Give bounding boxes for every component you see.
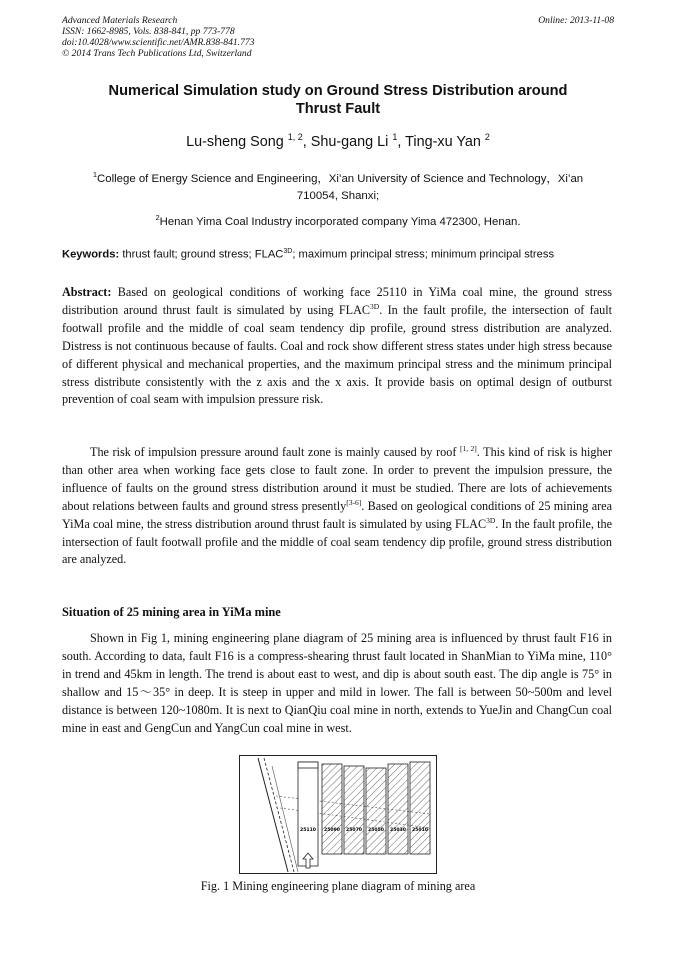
journal-header [62, 15, 254, 59]
intro-cite-1: [1, 2] [459, 443, 477, 453]
panel-label-25090: 25090 [324, 828, 340, 833]
copyright-line: © 2014 Trans Tech Publications Ltd, Switzerland [62, 48, 252, 59]
panel-25110 [298, 762, 318, 866]
figure-caption: Fig. 1 Mining engineering plane diagram of mining area [200, 879, 476, 893]
doi-line: doi:10.4028/www.scientific.net/AMR.838-841.773 [62, 37, 255, 48]
panel-label-25010: 25010 [412, 828, 428, 833]
fault-line-a [258, 758, 288, 872]
panel-label-25050: 25050 [368, 828, 384, 833]
panel-25010 [410, 762, 430, 854]
intro-paragraph [62, 444, 612, 569]
intro-text-1: The risk of impulsion pressure around fault zone is mainly caused by roof [90, 445, 457, 459]
author-2: Shu-gang Li [310, 133, 389, 150]
intro-text-4: . In the fault profile, the intersection of fault footwall profile and the middle of coal seam tendency dip profile, ground stress distribution are analyzed. [62, 516, 612, 567]
intro-cite-2: [3-6] [346, 497, 362, 507]
keywords-sup: 3D [283, 248, 293, 255]
abstract-text-2: . In the fault profile, the intersection of fault footwall profile and the middle of coal seam tendency dip profile, ground stress distribution are analyzed. Distress is not continuous because of faults. Coal and rock show different stress states under high stress because of different physical and mechanical properties, and the maximum principal stress and the minimum principal stress distribute consistently with the z axis and the x axis. It provide basis on optimal design of outburst prevention of coal seam with impulsion pressure risk. [62, 302, 613, 407]
title-line-2: Thrust Fault [295, 101, 381, 117]
keywords-label: Keywords: [62, 248, 120, 261]
author-1-affil: 1, 2 [287, 132, 303, 142]
panel-25070 [344, 766, 364, 854]
author-3: Ting-xu Yan [405, 133, 481, 150]
fault-line-b [264, 758, 294, 872]
author-2-affil: 1 [392, 132, 398, 142]
journal-name: Advanced Materials Research [62, 15, 178, 26]
author-1: Lu-sheng Song [186, 133, 284, 150]
author-3-affil: 2 [484, 132, 490, 142]
affiliation-2-marker: 2 [155, 213, 160, 222]
panel-25030 [388, 764, 408, 854]
panel-label-25110: 25110 [300, 828, 316, 833]
figure-1 [239, 755, 437, 874]
keywords-text-1: thrust fault; ground stress; FLAC [122, 248, 284, 261]
keywords [62, 248, 622, 261]
affiliation-1-line-1: College of Energy Science and Engineering，Xi’an University of Science and Technology，Xi’an [97, 172, 584, 185]
online-date: Online: 2013-11-08 [538, 15, 614, 26]
affiliation-1-line-2: 710054, Shanxi; [296, 189, 380, 202]
keywords-text-2: ; maximum principal stress; minimum principal stress [292, 248, 555, 261]
intro-text-2: . This kind of risk is higher than other area when working face gets close to fault zone. In order to prevent the impulsion pressure, the influence of faults on the ground stress distribution around it must be studied. There are lots of achievements about relations between faults and ground stress presently [62, 445, 613, 513]
author-list: Lu-sheng Song $^{1, 2}$, Shu-gang Li $^1$, Ting-xu Yan $^2$ [186, 132, 490, 150]
affiliation-1 [62, 166, 614, 205]
abstract [62, 284, 612, 409]
paper-title [62, 82, 614, 118]
title-line-1: Numerical Simulation study on Ground Stress Distribution around [108, 83, 568, 99]
abstract-label: Abstract: [62, 285, 112, 299]
intro-text-3: . Based on geological conditions of 25 mining area YiMa coal mine, the stress distribution around thrust fault is simulated by using FLAC [62, 498, 612, 531]
affiliation-2-text: Henan Yima Coal Industry incorporated company Yima 472300, Henan. [159, 215, 521, 228]
affiliation-1-marker: 1 [92, 170, 98, 179]
section-heading: Situation of 25 mining area in YiMa mine [62, 605, 281, 619]
mining-plane-diagram [240, 756, 438, 875]
affiliation-2 [62, 209, 614, 231]
intro-sup-3d: 3D [486, 515, 496, 525]
panel-label-25070: 25070 [346, 828, 362, 833]
panel-label-25030: 25030 [390, 828, 406, 833]
fault-line-c [272, 766, 298, 872]
panel-25050 [366, 768, 386, 854]
section-paragraph: Shown in Fig 1, mining engineering plane diagram of 25 mining area is influenced by thrust fault F16 in south. According to data, fault F16 is a compress-shearing thrust fault located in ShanMian to YiMa mine, 110° in trend and 45km in length. The trend is about east to west, and dip is about south east. The dip angle is 75° in shallow and 15～35° in deep. It is steep in upper and mild in lower. The fall is between 50~500m and level distance is between 120~1080m. It is next to QianQiu coal mine in north, extends to YueJin and ChangCun coal mine in east and GengCun and YangCun coal mine in west. [62, 631, 612, 735]
abstract-text-1: Based on geological conditions of working face 25110 in YiMa coal mine, the ground stress distribution around thrust fault is simulated by using FLAC [62, 285, 613, 317]
issn-line: ISSN: 1662-8985, Vols. 838-841, pp 773-778 [62, 26, 235, 37]
abstract-sup: 3D [370, 301, 380, 311]
panel-25090 [322, 764, 342, 854]
